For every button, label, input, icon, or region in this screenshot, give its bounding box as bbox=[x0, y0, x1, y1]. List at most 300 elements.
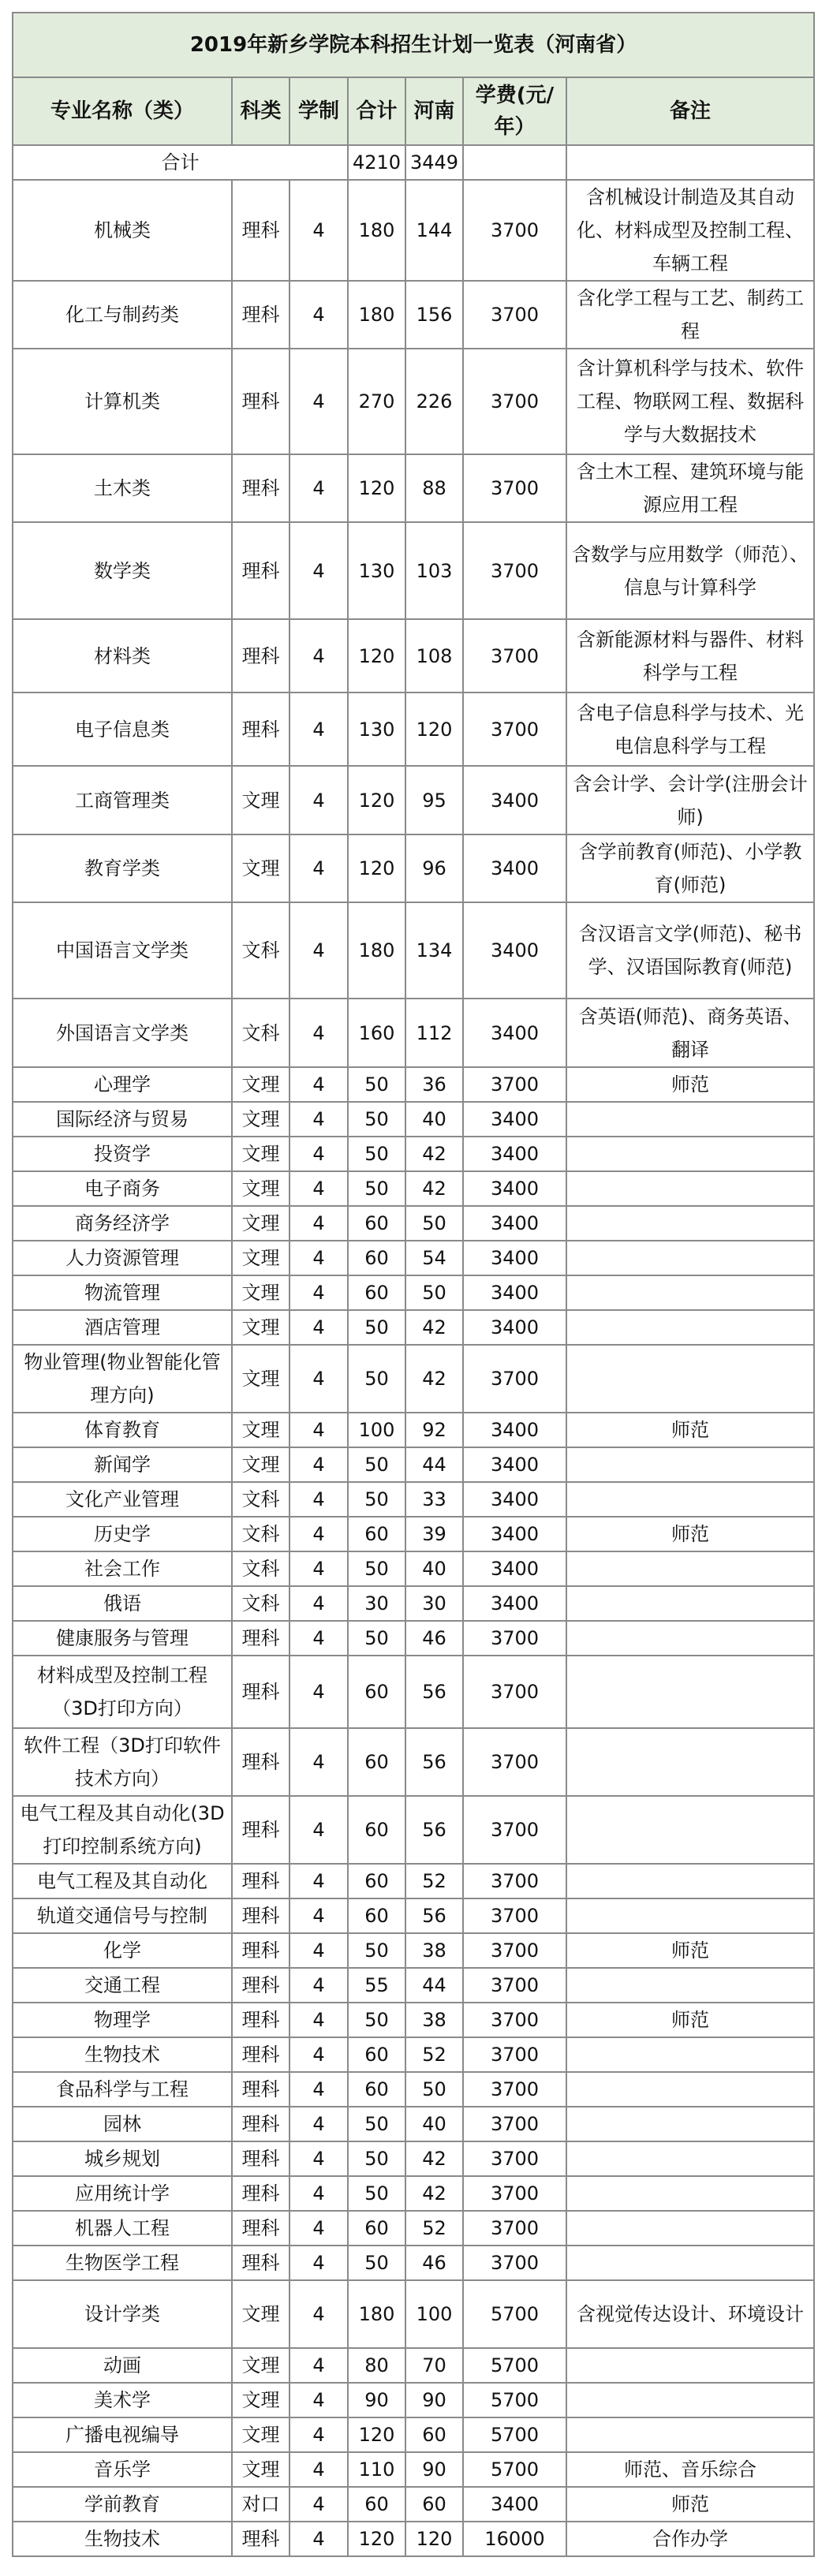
major-henan: 42 bbox=[405, 2141, 463, 2176]
major-name: 园林 bbox=[13, 2107, 232, 2141]
major-total: 60 bbox=[348, 2487, 405, 2522]
major-total: 60 bbox=[348, 1898, 405, 1933]
table-row bbox=[13, 2003, 814, 2037]
major-henan: 108 bbox=[405, 619, 463, 693]
major-henan: 60 bbox=[405, 2417, 463, 2452]
major-remark bbox=[566, 1447, 814, 1482]
major-henan: 156 bbox=[405, 281, 463, 349]
major-henan: 90 bbox=[405, 2383, 463, 2417]
major-total: 60 bbox=[348, 1206, 405, 1241]
major-name: 电子商务 bbox=[13, 1171, 232, 1206]
major-fee: 5700 bbox=[463, 2417, 566, 2452]
major-fee: 3700 bbox=[463, 2003, 566, 2037]
header-fee: 学费(元/年） bbox=[463, 77, 566, 145]
major-years: 4 bbox=[289, 1067, 348, 1102]
major-name: 动画 bbox=[13, 2348, 232, 2383]
table-row bbox=[13, 522, 814, 619]
major-total: 30 bbox=[348, 1586, 405, 1621]
major-remark bbox=[566, 1621, 814, 1656]
table-row bbox=[13, 1968, 814, 2003]
major-remark: 含电子信息科学与技术、光电信息科学与工程 bbox=[566, 693, 814, 766]
table-row bbox=[13, 2348, 814, 2383]
major-total: 50 bbox=[348, 1933, 405, 1968]
major-name: 土木类 bbox=[13, 454, 232, 522]
major-remark: 含计算机科学与技术、软件工程、物联网工程、数据科学与大数据技术 bbox=[566, 349, 814, 454]
major-name: 数学类 bbox=[13, 522, 232, 619]
major-category: 理科 bbox=[232, 349, 289, 454]
major-total: 60 bbox=[348, 1241, 405, 1275]
major-fee: 3700 bbox=[463, 1067, 566, 1102]
major-name: 物理学 bbox=[13, 2003, 232, 2037]
major-name: 生物医学工程 bbox=[13, 2246, 232, 2280]
major-remark bbox=[566, 2107, 814, 2141]
enrollment-plan-table bbox=[12, 12, 815, 2557]
major-years: 4 bbox=[289, 2280, 348, 2348]
major-remark bbox=[566, 1310, 814, 1345]
major-remark: 含学前教育(师范)、小学教育(师范) bbox=[566, 834, 814, 902]
major-years: 4 bbox=[289, 1447, 348, 1482]
major-total: 50 bbox=[348, 1310, 405, 1345]
major-remark: 合作办学 bbox=[566, 2522, 814, 2556]
table-row bbox=[13, 2107, 814, 2141]
major-name: 文化产业管理 bbox=[13, 1482, 232, 1517]
major-remark: 师范、音乐综合 bbox=[566, 2452, 814, 2487]
major-years: 4 bbox=[289, 281, 348, 349]
major-years: 4 bbox=[289, 2348, 348, 2383]
major-remark bbox=[566, 1656, 814, 1728]
major-total: 50 bbox=[348, 1171, 405, 1206]
major-name: 心理学 bbox=[13, 1067, 232, 1102]
major-category: 理科 bbox=[232, 1728, 289, 1796]
major-remark bbox=[566, 2383, 814, 2417]
major-name: 俄语 bbox=[13, 1586, 232, 1621]
major-total: 160 bbox=[348, 999, 405, 1067]
major-name: 酒店管理 bbox=[13, 1310, 232, 1345]
major-category: 文理 bbox=[232, 1447, 289, 1482]
major-henan: 144 bbox=[405, 180, 463, 281]
major-henan: 38 bbox=[405, 1933, 463, 1968]
major-name: 电气工程及其自动化 bbox=[13, 1864, 232, 1898]
major-years: 4 bbox=[289, 454, 348, 522]
major-henan: 39 bbox=[405, 1517, 463, 1551]
major-remark: 含数学与应用数学（师范）、信息与计算科学 bbox=[566, 522, 814, 619]
major-henan: 38 bbox=[405, 2003, 463, 2037]
major-years: 4 bbox=[289, 1482, 348, 1517]
major-name: 计算机类 bbox=[13, 349, 232, 454]
major-henan: 42 bbox=[405, 2176, 463, 2211]
table-row bbox=[13, 1137, 814, 1171]
major-total: 50 bbox=[348, 2141, 405, 2176]
major-remark bbox=[566, 1137, 814, 1171]
major-years: 4 bbox=[289, 766, 348, 834]
major-category: 文理 bbox=[232, 1310, 289, 1345]
major-henan: 42 bbox=[405, 1345, 463, 1413]
major-years: 4 bbox=[289, 693, 348, 766]
major-fee: 3700 bbox=[463, 1621, 566, 1656]
table-row bbox=[13, 693, 814, 766]
major-fee: 3400 bbox=[463, 902, 566, 999]
major-category: 文理 bbox=[232, 2383, 289, 2417]
major-fee: 3400 bbox=[463, 1310, 566, 1345]
major-category: 理科 bbox=[232, 1898, 289, 1933]
major-name: 中国语言文学类 bbox=[13, 902, 232, 999]
table-row bbox=[13, 619, 814, 693]
major-fee: 3700 bbox=[463, 1656, 566, 1728]
major-total: 120 bbox=[348, 619, 405, 693]
major-total: 130 bbox=[348, 693, 405, 766]
major-fee: 3700 bbox=[463, 2176, 566, 2211]
major-henan: 40 bbox=[405, 2107, 463, 2141]
major-henan: 50 bbox=[405, 2072, 463, 2107]
major-remark: 师范 bbox=[566, 1517, 814, 1551]
major-fee: 3400 bbox=[463, 1275, 566, 1310]
major-fee: 3700 bbox=[463, 2107, 566, 2141]
header-total: 合计 bbox=[348, 77, 405, 145]
major-fee: 3400 bbox=[463, 1447, 566, 1482]
major-years: 4 bbox=[289, 1137, 348, 1171]
table-row bbox=[13, 834, 814, 902]
major-fee: 3700 bbox=[463, 180, 566, 281]
major-name: 社会工作 bbox=[13, 1551, 232, 1586]
major-remark: 师范 bbox=[566, 1933, 814, 1968]
major-henan: 30 bbox=[405, 1586, 463, 1621]
major-total: 60 bbox=[348, 1796, 405, 1864]
major-category: 理科 bbox=[232, 1656, 289, 1728]
major-henan: 134 bbox=[405, 902, 463, 999]
major-henan: 90 bbox=[405, 2452, 463, 2487]
major-years: 4 bbox=[289, 2211, 348, 2246]
major-name: 轨道交通信号与控制 bbox=[13, 1898, 232, 1933]
major-henan: 56 bbox=[405, 1728, 463, 1796]
major-years: 4 bbox=[289, 1933, 348, 1968]
major-category: 理科 bbox=[232, 1864, 289, 1898]
major-fee: 3400 bbox=[463, 1586, 566, 1621]
major-name: 人力资源管理 bbox=[13, 1241, 232, 1275]
major-name: 生物技术 bbox=[13, 2037, 232, 2072]
major-total: 60 bbox=[348, 1728, 405, 1796]
major-total: 50 bbox=[348, 1621, 405, 1656]
major-category: 理科 bbox=[232, 2107, 289, 2141]
document bbox=[12, 12, 813, 2557]
major-name: 工商管理类 bbox=[13, 766, 232, 834]
major-henan: 42 bbox=[405, 1137, 463, 1171]
table-row bbox=[13, 1171, 814, 1206]
major-years: 4 bbox=[289, 1968, 348, 2003]
major-years: 4 bbox=[289, 999, 348, 1067]
major-fee: 3700 bbox=[463, 454, 566, 522]
major-category: 文理 bbox=[232, 834, 289, 902]
major-name: 历史学 bbox=[13, 1517, 232, 1551]
major-fee: 3700 bbox=[463, 1864, 566, 1898]
major-fee: 3700 bbox=[463, 1933, 566, 1968]
major-years: 4 bbox=[289, 1898, 348, 1933]
major-henan: 46 bbox=[405, 1621, 463, 1656]
header-henan: 河南 bbox=[405, 77, 463, 145]
major-years: 4 bbox=[289, 1275, 348, 1310]
major-remark: 含视觉传达设计、环境设计 bbox=[566, 2280, 814, 2348]
table-row bbox=[13, 2246, 814, 2280]
major-years: 4 bbox=[289, 1656, 348, 1728]
major-category: 文理 bbox=[232, 1241, 289, 1275]
major-total: 60 bbox=[348, 2072, 405, 2107]
major-fee: 3400 bbox=[463, 1206, 566, 1241]
major-name: 电子信息类 bbox=[13, 693, 232, 766]
major-name: 音乐学 bbox=[13, 2452, 232, 2487]
major-fee: 3400 bbox=[463, 1517, 566, 1551]
major-total: 50 bbox=[348, 1447, 405, 1482]
major-total: 120 bbox=[348, 2417, 405, 2452]
table-row bbox=[13, 1447, 814, 1482]
major-total: 55 bbox=[348, 1968, 405, 2003]
major-fee: 3700 bbox=[463, 1898, 566, 1933]
table-row bbox=[13, 2280, 814, 2348]
major-total: 130 bbox=[348, 522, 405, 619]
major-category: 理科 bbox=[232, 281, 289, 349]
major-name: 健康服务与管理 bbox=[13, 1621, 232, 1656]
major-henan: 33 bbox=[405, 1482, 463, 1517]
table-row bbox=[13, 1933, 814, 1968]
table-row bbox=[13, 1482, 814, 1517]
major-remark bbox=[566, 1206, 814, 1241]
major-name: 国际经济与贸易 bbox=[13, 1102, 232, 1137]
total-henan: 3449 bbox=[405, 145, 463, 180]
table-row bbox=[13, 2452, 814, 2487]
table-row bbox=[13, 1551, 814, 1586]
major-years: 4 bbox=[289, 2141, 348, 2176]
header-row bbox=[13, 77, 814, 145]
major-years: 4 bbox=[289, 1102, 348, 1137]
major-category: 文理 bbox=[232, 2280, 289, 2348]
table-body bbox=[13, 145, 814, 2556]
major-fee: 5700 bbox=[463, 2280, 566, 2348]
major-henan: 103 bbox=[405, 522, 463, 619]
major-category: 文理 bbox=[232, 1102, 289, 1137]
major-henan: 112 bbox=[405, 999, 463, 1067]
major-category: 理科 bbox=[232, 2522, 289, 2556]
major-years: 4 bbox=[289, 1864, 348, 1898]
major-category: 理科 bbox=[232, 693, 289, 766]
major-henan: 96 bbox=[405, 834, 463, 902]
major-category: 理科 bbox=[232, 2246, 289, 2280]
major-years: 4 bbox=[289, 1310, 348, 1345]
major-total: 50 bbox=[348, 1551, 405, 1586]
major-fee: 3700 bbox=[463, 2141, 566, 2176]
major-fee: 5700 bbox=[463, 2383, 566, 2417]
major-remark bbox=[566, 1241, 814, 1275]
major-remark: 师范 bbox=[566, 1067, 814, 1102]
major-remark bbox=[566, 1345, 814, 1413]
major-name: 投资学 bbox=[13, 1137, 232, 1171]
header-category: 科类 bbox=[232, 77, 289, 145]
major-category: 文科 bbox=[232, 999, 289, 1067]
major-total: 50 bbox=[348, 2107, 405, 2141]
major-henan: 40 bbox=[405, 1551, 463, 1586]
major-remark bbox=[566, 1102, 814, 1137]
table-row bbox=[13, 902, 814, 999]
major-category: 理科 bbox=[232, 1933, 289, 1968]
major-category: 文理 bbox=[232, 1137, 289, 1171]
major-total: 50 bbox=[348, 2176, 405, 2211]
major-category: 理科 bbox=[232, 1621, 289, 1656]
major-total: 180 bbox=[348, 180, 405, 281]
major-category: 理科 bbox=[232, 1796, 289, 1864]
major-category: 理科 bbox=[232, 180, 289, 281]
major-remark bbox=[566, 2211, 814, 2246]
major-years: 4 bbox=[289, 2487, 348, 2522]
total-label: 合计 bbox=[13, 145, 348, 180]
table-row bbox=[13, 2211, 814, 2246]
major-years: 4 bbox=[289, 1796, 348, 1864]
major-remark bbox=[566, 1796, 814, 1864]
major-years: 4 bbox=[289, 2246, 348, 2280]
major-total: 50 bbox=[348, 2003, 405, 2037]
major-fee: 3700 bbox=[463, 1968, 566, 2003]
major-years: 4 bbox=[289, 2003, 348, 2037]
table-row bbox=[13, 2522, 814, 2556]
title-row bbox=[13, 13, 814, 77]
major-fee: 3700 bbox=[463, 619, 566, 693]
major-fee: 3400 bbox=[463, 999, 566, 1067]
major-total: 50 bbox=[348, 1137, 405, 1171]
major-name: 机械类 bbox=[13, 180, 232, 281]
major-remark: 含英语(师范)、商务英语、翻译 bbox=[566, 999, 814, 1067]
table-row bbox=[13, 1517, 814, 1551]
major-fee: 3700 bbox=[463, 2072, 566, 2107]
major-total: 180 bbox=[348, 281, 405, 349]
table-row bbox=[13, 1345, 814, 1413]
major-years: 4 bbox=[289, 2417, 348, 2452]
major-henan: 50 bbox=[405, 1206, 463, 1241]
table-row bbox=[13, 2037, 814, 2072]
major-remark: 含土木工程、建筑环境与能源应用工程 bbox=[566, 454, 814, 522]
major-henan: 42 bbox=[405, 1171, 463, 1206]
major-name: 物业管理(物业智能化管理方向) bbox=[13, 1345, 232, 1413]
table-row bbox=[13, 1275, 814, 1310]
major-years: 4 bbox=[289, 1551, 348, 1586]
major-remark: 含会计学、会计学(注册会计师) bbox=[566, 766, 814, 834]
major-years: 4 bbox=[289, 1621, 348, 1656]
major-category: 理科 bbox=[232, 2211, 289, 2246]
major-years: 4 bbox=[289, 1728, 348, 1796]
major-years: 4 bbox=[289, 522, 348, 619]
major-fee: 3700 bbox=[463, 2037, 566, 2072]
major-years: 4 bbox=[289, 619, 348, 693]
table-row bbox=[13, 1241, 814, 1275]
major-henan: 120 bbox=[405, 2522, 463, 2556]
major-total: 60 bbox=[348, 1656, 405, 1728]
major-henan: 120 bbox=[405, 693, 463, 766]
major-name: 电气工程及其自动化(3D 打印控制系统方向) bbox=[13, 1796, 232, 1864]
major-total: 180 bbox=[348, 2280, 405, 2348]
table-row bbox=[13, 2417, 814, 2452]
major-remark bbox=[566, 1482, 814, 1517]
major-remark: 含新能源材料与器件、材料科学与工程 bbox=[566, 619, 814, 693]
major-category: 理科 bbox=[232, 454, 289, 522]
major-henan: 95 bbox=[405, 766, 463, 834]
major-henan: 60 bbox=[405, 2487, 463, 2522]
major-years: 4 bbox=[289, 2452, 348, 2487]
table-row bbox=[13, 1898, 814, 1933]
major-years: 4 bbox=[289, 180, 348, 281]
major-category: 文理 bbox=[232, 2452, 289, 2487]
major-remark: 师范 bbox=[566, 1413, 814, 1447]
major-remark bbox=[566, 2348, 814, 2383]
major-remark: 含汉语言文学(师范)、秘书学、汉语国际教育(师范) bbox=[566, 902, 814, 999]
major-fee: 3400 bbox=[463, 2487, 566, 2522]
major-fee: 5700 bbox=[463, 2452, 566, 2487]
major-fee: 3400 bbox=[463, 1551, 566, 1586]
major-henan: 52 bbox=[405, 2037, 463, 2072]
major-remark bbox=[566, 2176, 814, 2211]
major-fee: 3700 bbox=[463, 1796, 566, 1864]
table-row bbox=[13, 1586, 814, 1621]
major-name: 应用统计学 bbox=[13, 2176, 232, 2211]
major-years: 4 bbox=[289, 2176, 348, 2211]
total-row bbox=[13, 145, 814, 180]
major-total: 120 bbox=[348, 454, 405, 522]
total-remark bbox=[566, 145, 814, 180]
major-total: 180 bbox=[348, 902, 405, 999]
major-name: 学前教育 bbox=[13, 2487, 232, 2522]
major-fee: 3700 bbox=[463, 1345, 566, 1413]
major-remark bbox=[566, 1968, 814, 2003]
major-remark bbox=[566, 2141, 814, 2176]
major-fee: 3700 bbox=[463, 349, 566, 454]
major-name: 化工与制药类 bbox=[13, 281, 232, 349]
table-row bbox=[13, 999, 814, 1067]
major-fee: 3700 bbox=[463, 1728, 566, 1796]
table-row bbox=[13, 766, 814, 834]
major-years: 4 bbox=[289, 1241, 348, 1275]
major-name: 广播电视编导 bbox=[13, 2417, 232, 2452]
major-remark bbox=[566, 2037, 814, 2072]
major-years: 4 bbox=[289, 1586, 348, 1621]
total-count: 4210 bbox=[348, 145, 405, 180]
major-name: 设计学类 bbox=[13, 2280, 232, 2348]
major-category: 文理 bbox=[232, 1413, 289, 1447]
major-name: 生物技术 bbox=[13, 2522, 232, 2556]
major-total: 270 bbox=[348, 349, 405, 454]
major-fee: 16000 bbox=[463, 2522, 566, 2556]
major-name: 机器人工程 bbox=[13, 2211, 232, 2246]
major-category: 文理 bbox=[232, 2348, 289, 2383]
header-remark: 备注 bbox=[566, 77, 814, 145]
major-remark bbox=[566, 1586, 814, 1621]
table-row bbox=[13, 180, 814, 281]
major-total: 60 bbox=[348, 2037, 405, 2072]
major-years: 4 bbox=[289, 1206, 348, 1241]
major-fee: 3400 bbox=[463, 834, 566, 902]
table-row bbox=[13, 1796, 814, 1864]
major-remark: 师范 bbox=[566, 2487, 814, 2522]
major-total: 90 bbox=[348, 2383, 405, 2417]
table-row bbox=[13, 454, 814, 522]
major-category: 理科 bbox=[232, 2141, 289, 2176]
major-category: 文理 bbox=[232, 1345, 289, 1413]
major-name: 体育教育 bbox=[13, 1413, 232, 1447]
major-henan: 52 bbox=[405, 1864, 463, 1898]
major-henan: 52 bbox=[405, 2211, 463, 2246]
major-fee: 3400 bbox=[463, 1413, 566, 1447]
major-henan: 36 bbox=[405, 1067, 463, 1102]
major-years: 4 bbox=[289, 2072, 348, 2107]
header-name: 专业名称（类） bbox=[13, 77, 232, 145]
table-row bbox=[13, 1206, 814, 1241]
major-name: 城乡规划 bbox=[13, 2141, 232, 2176]
table-row bbox=[13, 2487, 814, 2522]
major-total: 120 bbox=[348, 834, 405, 902]
major-category: 文理 bbox=[232, 766, 289, 834]
